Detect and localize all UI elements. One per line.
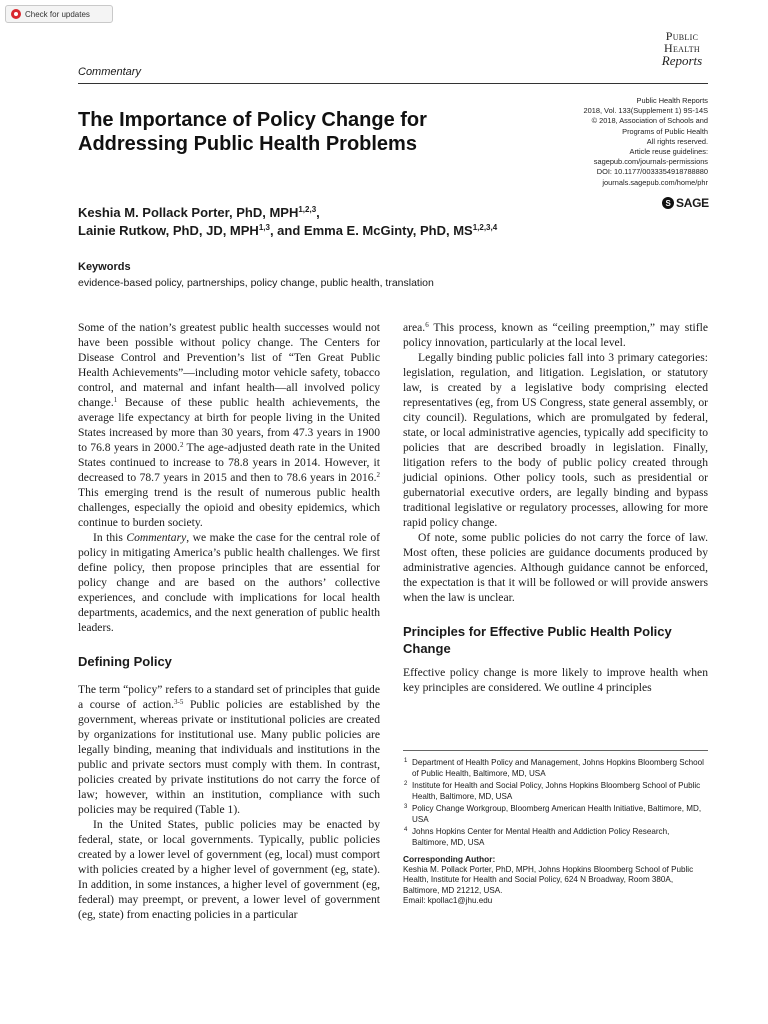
paragraph: Of note, some public policies do not carry the force of law. Most often, these policies are guidance documents produced by administrative agencies. Although guidance cannot be enforced, the expectation is that it will be followed or will provide answers when the law is unclear.	[403, 531, 708, 604]
article-title: The Importance of Policy Change for Addressing Public Health Problems	[78, 109, 427, 155]
footnotes	[403, 758, 708, 907]
logo-line-3: Reports	[661, 53, 703, 68]
paragraph: In the United States, public policies may be enacted by federal, state, or local governments. Typically, public policies created by a lower level of government (eg, local) must comport with policies created by a higher level of government (eg, state). In addition, in some instances, a higher level of government (eg, federal) may preempt, or prevent, a lower level of government (eg, state) from enacting policies in a particular	[78, 818, 380, 921]
check-for-updates-badge[interactable]	[5, 5, 113, 23]
section-heading-defining-policy: Defining Policy	[78, 654, 172, 669]
citation[interactable]: 6	[425, 321, 429, 329]
meta-copyright-2: Programs of Public Health	[622, 126, 708, 136]
meta-permissions-link[interactable]: sagepub.com/journals-permissions	[593, 157, 708, 167]
footnote-divider	[403, 750, 708, 751]
logo-line-1: Public	[665, 29, 699, 43]
journal-metadata	[468, 96, 708, 188]
logo-line-2: Health	[664, 41, 700, 55]
affiliation-footnote: 2 Institute for Health and Social Policy, Johns Hopkins Bloomberg School of Public Health, Baltimore, MD, USA	[404, 781, 701, 801]
body-column-left	[78, 320, 380, 922]
publisher-logo	[662, 196, 709, 210]
corresponding-author-heading: Corresponding Author:	[403, 854, 496, 864]
section-heading-principles: Principles for Effective Public Health Policy Change	[403, 624, 672, 656]
citation[interactable]: 2	[376, 471, 380, 479]
sage-icon: S	[662, 197, 674, 209]
meta-reuse: Article reuse guidelines:	[629, 147, 708, 157]
paragraph: Legally binding public policies fall into 3 primary categories: legislation, regulation, and litigation. Legislation, or statutory law, is created by a legislative body comprising elected representatives (eg, from US Congress, state general assembly, or city council). Regulations, which are promulgated by federal, state, or local administrative agencies, typically add specificity to policies that are described broadly in legislation. Finally, litigation refers to the body of public policy created through judicial opinions. Other policy tools, such as presidential or gubernatorial executive orders, are legally binding and bypass traditional legislative or regulatory processes, allowing for more rapid policy change.	[403, 351, 708, 529]
meta-journal: Public Health Reports	[636, 96, 708, 105]
affiliation-footnote: 4 Johns Hopkins Center for Mental Health and Addiction Policy Research, Baltimore, MD, USA	[404, 827, 670, 847]
paragraph: In this Commentary, we make the case for the central role of policy in mitigating America’s public health challenges. We first define policy, then propose principles that are essential for policy change and are based on the authors’ collective experiences, and conclude with implications for local health departments, academics, and the next generation of public health leaders.	[78, 531, 380, 634]
citation[interactable]: 2	[179, 441, 184, 449]
author-1-affil: 1,2,3	[298, 205, 317, 214]
author-sep: , and	[269, 223, 304, 238]
author-list	[78, 204, 638, 240]
author-3-affil: 1,2,3,4	[472, 223, 498, 232]
affiliation-footnote: 1 Department of Health Policy and Management, Johns Hopkins Bloomberg School of Public Health, Baltimore, MD, USA	[404, 758, 704, 778]
corresponding-author-email[interactable]: Email: kpollac1@jhu.edu	[403, 896, 493, 905]
header-divider	[78, 83, 708, 84]
author-2: Lainie Rutkow, PhD, JD, MPH	[78, 223, 259, 238]
meta-volume: 2018, Vol. 133(Supplement 1) 9S-14S	[583, 106, 708, 116]
citation[interactable]: 3-5	[174, 698, 184, 706]
section-label: Commentary	[78, 66, 141, 78]
meta-doi[interactable]: DOI: 10.1177/0033354918788880	[596, 167, 708, 177]
citation[interactable]: 1	[113, 396, 118, 404]
author-1: Keshia M. Pollack Porter, PhD, MPH	[78, 205, 299, 220]
crossmark-icon	[11, 9, 21, 19]
publisher-name: SAGE	[676, 196, 709, 210]
paragraph: Some of the nation’s greatest public health successes would not have been possible without policy change. The Centers for Disease Control and Prevention’s list of “Ten Great Public Health Achievements”—including motor vehicle safety, tobacco control, and maternal and infant health—all involved policy change.$^1$ Because of these public health achievements, the average life expectancy at birth for people living in the United States increased by more than 30 years, from 47.3 years in 1900 to 76.8 years in 2000.$^2$ The age-adjusted death rate in the United States continued to increase to 78.8 years in 2014. However, it decreased to 78.7 years in 2015 and then to 78.6 years in 2016.$^2$ This emerging trend is the result of numerous public health challenges, especially the opioid and obesity epidemics, which continue to burden society.	[78, 321, 380, 529]
body-column-right	[403, 320, 708, 695]
paragraph: Effective policy change is more likely to improve health when key principles are considered. We outline 4 principles	[403, 666, 708, 694]
paragraph: The term “policy” refers to a standard set of principles that guide a course of action.$^{3-5}$ Public policies are established by the government, whereas private or institutional policies are created by organizations for institutional use. Many public policies are legally binding, meaning that individuals and institutions in the public and private sectors must comply with them. In contrast, policies created by private institutions do not carry the force of law; however, within an institution, compliance with such policies may be required (Table 1).	[78, 683, 381, 816]
affiliation-footnote: 3 Policy Change Workgroup, Bloomberg American Health Initiative, Baltimore, MD, USA	[404, 804, 702, 824]
author-2-affil: 1,3	[258, 223, 270, 232]
author-3: Emma E. McGinty, PhD, MS	[303, 223, 473, 238]
paragraph: area.$^6$ This process, known as “ceiling preemption,” may stifle policy innovation, particularly at the local level.	[403, 321, 708, 349]
meta-journal-link[interactable]: journals.sagepub.com/home/phr	[602, 177, 708, 187]
meta-copyright: © 2018, Association of Schools and	[591, 116, 708, 126]
keywords-heading: Keywords	[78, 261, 131, 273]
meta-rights: All rights reserved.	[646, 136, 708, 146]
author-sep: ,	[316, 205, 320, 220]
corresponding-author-address: Keshia M. Pollack Porter, PhD, MPH, Johns Hopkins Bloomberg School of Public Health, Institute for Health and Social Policy, 624 N Broadway, Room 380A, Baltimore, MD 21212, USA.	[403, 864, 694, 895]
keywords-list: evidence-based policy, partnerships, policy change, public health, translation	[78, 277, 434, 289]
journal-logo	[648, 30, 716, 67]
check-for-updates-label: Check for updates	[25, 9, 90, 19]
